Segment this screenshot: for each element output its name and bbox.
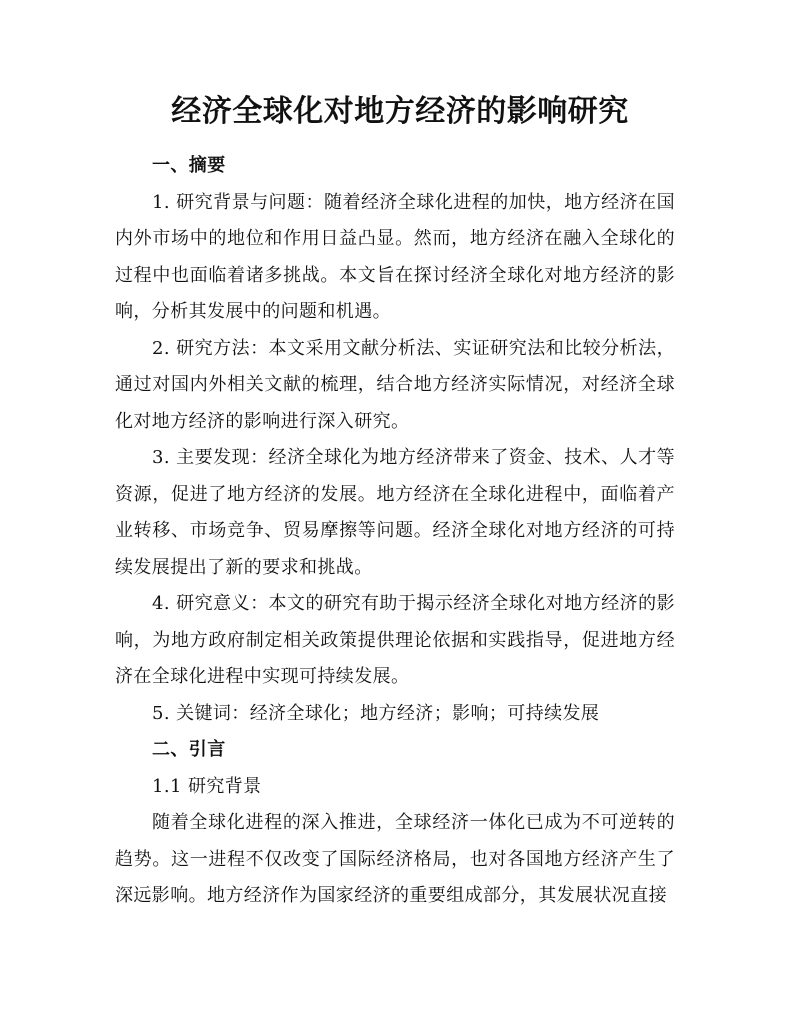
introduction-paragraph: 随着全球化进程的深入推进，全球经济一体化已成为不可逆转的趋势。这一进程不仅改变了国际经济格局，也对各国地方经济产生了深远影响。地方经济作为国家经济的重要组成部分，其发展状况直接: [115, 812, 675, 906]
document-body: [115, 148, 675, 915]
abstract-item-method: 2. 研究方法：本文采用文献分析法、实证研究法和比较分析法，通过对国内外相关文献的梳理，结合地方经济实际情况，对经济全球化对地方经济的影响进行深入研究。: [115, 337, 675, 432]
section-heading-introduction: 二、引言: [152, 739, 226, 760]
section-heading-abstract: 一、摘要: [152, 155, 226, 176]
abstract-item-keywords: 5. 关键词：经济全球化；地方经济；影响；可持续发展: [152, 702, 600, 724]
subsection-heading-background: 1.1 研究背景: [152, 775, 262, 797]
abstract-item-significance: 4. 研究意义：本文的研究有助于揭示经济全球化对地方经济的影响，为地方政府制定相关政策提供理论依据和实践指导，促进地方经济在全球化进程中实现可持续发展。: [115, 593, 675, 687]
abstract-item-background: 1. 研究背景与问题：随着经济全球化进程的加快，地方经济在国内外市场中的地位和作用日益凸显。然而，地方经济在融入全球化的过程中也面临着诸多挑战。本文旨在探讨经济全球化对地方经济的影响，分析其发展中的问题和机遇。: [115, 191, 675, 322]
document-title: 经济全球化对地方经济的影响研究: [171, 94, 629, 129]
abstract-item-findings: 3. 主要发现：经济全球化为地方经济带来了资金、技术、人才等资源，促进了地方经济的发展。地方经济在全球化进程中，面临着产业转移、市场竞争、贸易摩擦等问题。经济全球化对地方经济的可持续发展提出了新的要求和挑战。: [115, 447, 675, 578]
